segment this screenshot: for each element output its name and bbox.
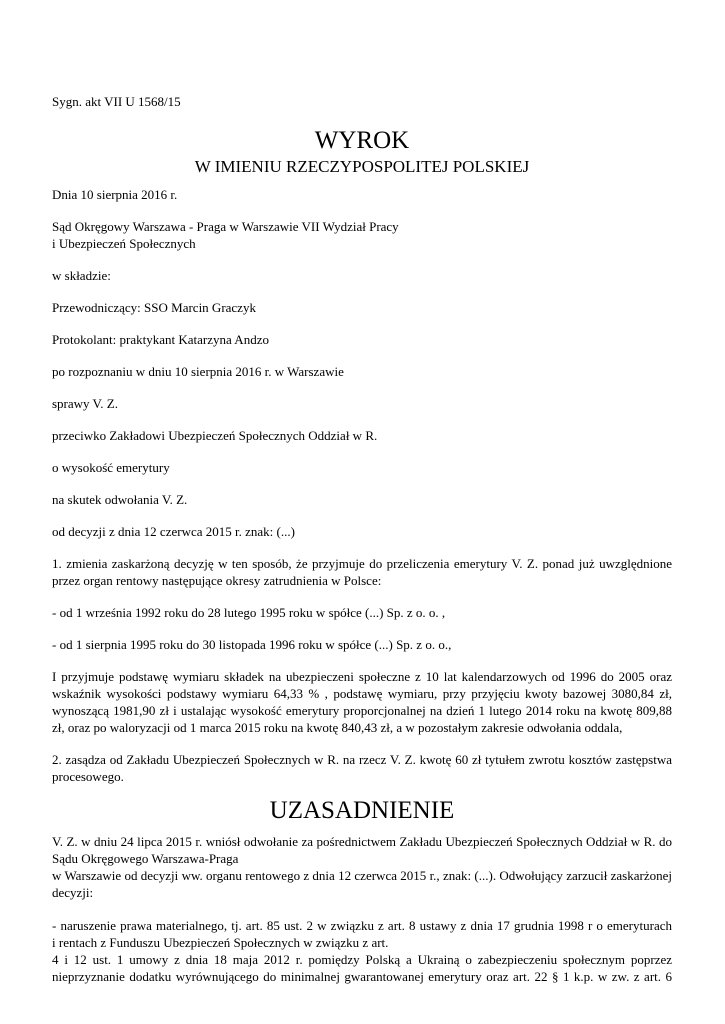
ruling-line: 2. zasądza od Zakładu Ubezpieczeń Społecznych w R. na rzecz V. Z. kwotę 60 zł tytułem zwrotu kosztów zastępstwa (52, 752, 672, 767)
justification-line: decyzji: (52, 885, 94, 900)
court-name (52, 218, 672, 252)
charge-line: i rentach z Funduszu Ubezpieczeń Społecznych w związku z art. (52, 935, 389, 950)
justification-line: V. Z. w dniu 24 lipca 2015 r. wniósł odwołanie za pośrednictwem Zakładu Ubezpieczeń Społecznych Oddział w R. do (52, 834, 672, 849)
charge-line: 4 i 12 ust. 1 umowy z dnia 18 maja 2012 r. pomiędzy Polską a Ukrainą o zabezpieczeniu społecznym poprzez (52, 952, 672, 967)
basis-line: zł, oraz po waloryzacji od 1 marca 2015 roku na kwotę 840,43 zł, a w pozostałym zakresie odwołania oddala, (52, 720, 623, 735)
charge-line: nieprzyznanie dodatku wyrównującego do minimalnej gwarantowanej emerytury oraz art. 22 § 1 k.p. w zw. z art. 6 (52, 969, 672, 984)
employment-period-2: - od 1 sierpnia 1995 roku do 30 listopada 1996 roku w spółce (...) Sp. z o. o., (52, 637, 452, 652)
ruling-line: 1. zmienia zaskarżoną decyzję w ten sposób, że przyjmuje do przeliczenia emerytury V. Z. ponad już uwzględnione (52, 556, 672, 571)
basis-line: wskaźnik wysokości podstawy wymiaru 64,33 % , podstawę wymiaru, przy przyjęciu kwoty bazowej 3080,84 zł, (52, 686, 672, 701)
document-body (52, 93, 672, 985)
court-name-line: Sąd Okręgowy Warszawa - Praga w Warszawie VII Wydział Pracy (52, 219, 399, 234)
judgment-date: Dnia 10 sierpnia 2016 r. (52, 187, 178, 202)
basis-line: wynoszącą 1981,90 zł i ustalając wysokość emerytury proporcjonalnej na dzień 1 lutego 2014 roku na kwotę 809,88 (52, 703, 672, 718)
opposing-party: przeciwko Zakładowi Ubezpieczeń Społecznych Oddział w R. (52, 428, 378, 443)
justification-line: w Warszawie od decyzji ww. organu rentowego z dnia 12 czerwca 2015 r., znak: (...). Odwołujący zarzucił zaskarżonej (52, 868, 672, 883)
case-subject: o wysokość emerytury (52, 460, 170, 475)
presiding-judge: Przewodniczący: SSO Marcin Graczyk (52, 300, 256, 315)
ruling-point-1 (52, 555, 672, 589)
basis-line: I przyjmuje podstawę wymiaru składek na ubezpieczeni społeczne z 10 lat kalendarzowych od 1996 do 2005 oraz (52, 669, 672, 684)
appeal-info: na skutek odwołania V. Z. (52, 492, 188, 507)
justification-line: Sądu Okręgowego Warszawa-Praga (52, 851, 239, 866)
justification-paragraph (52, 833, 672, 901)
ruling-line: przez organ rentowy następujące okresy zatrudnienia w Polsce: (52, 573, 382, 588)
assessment-basis (52, 668, 672, 736)
ruling-point-2 (52, 751, 672, 785)
judgment-subtitle: W IMIENIU RZECZYPOSPOLITEJ POLSKIEJ (194, 157, 530, 176)
court-name-line: i Ubezpieczeń Społecznych (52, 236, 196, 251)
charges-paragraph (52, 917, 672, 985)
justification-heading: UZASADNIENIE (269, 797, 455, 824)
case-party: sprawy V. Z. (52, 396, 118, 411)
judgment-title: WYROK (314, 127, 410, 154)
charge-line: - naruszenie prawa materialnego, tj. art. 85 ust. 2 w związku z art. 8 ustawy z dnia 17 grudnia 1998 r o emeryturach (52, 918, 672, 933)
court-clerk: Protokolant: praktykant Katarzyna Andzo (52, 332, 269, 347)
hearing-info: po rozpoznaniu w dniu 10 sierpnia 2016 r. w Warszawie (52, 364, 344, 379)
case-signature: Sygn. akt VII U 1568/15 (52, 94, 181, 109)
composition-label: w składzie: (52, 268, 111, 283)
decision-reference: od decyzji z dnia 12 czerwca 2015 r. znak: (...) (52, 524, 295, 539)
ruling-line: procesowego. (52, 769, 124, 784)
employment-period-1: - od 1 września 1992 roku do 28 lutego 1995 roku w spółce (...) Sp. z o. o. , (52, 605, 446, 620)
